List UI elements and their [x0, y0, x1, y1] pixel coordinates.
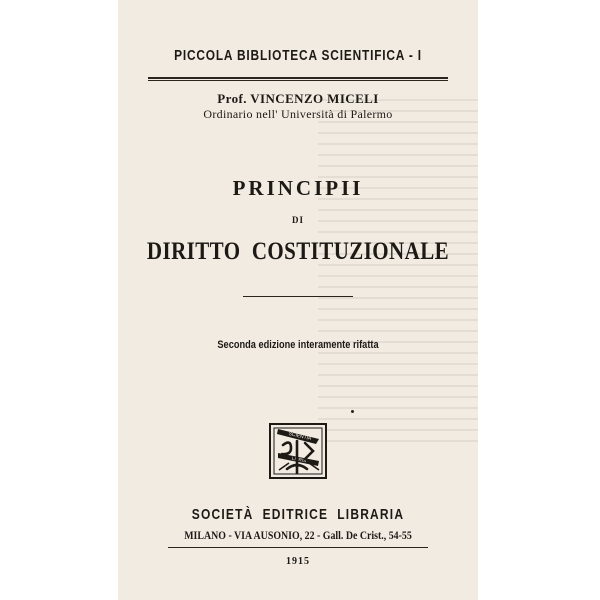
series-rule-thick: [148, 77, 448, 79]
title-page: [118, 0, 478, 600]
title-divider: [243, 296, 353, 297]
stray-dot: [351, 410, 354, 413]
emblem-motto-bottom: LIBRIS: [291, 455, 307, 464]
imprint-rule: [168, 547, 428, 548]
bleed-through-text: [318, 90, 478, 450]
edition-note: Seconda edizione interamente rifatta: [217, 339, 379, 351]
author-name: Prof. VINCENZO MICELI: [217, 91, 379, 106]
publisher-emblem-icon: [269, 423, 327, 479]
emblem-motto-top: SCIENTIA: [287, 430, 312, 443]
series-title: PICCOLA BIBLIOTECA SCIENTIFICA - I: [174, 48, 422, 64]
series-rule-thin: [148, 80, 448, 81]
publisher-address: MILANO - VIA AUSONIO, 22 - Gall. De Crist., 54-55: [184, 530, 412, 542]
book-title-line1: PRINCIPII: [232, 176, 364, 200]
book-title-connector: DI: [291, 215, 304, 225]
book-title-line2: DIRITTO COSTITUZIONALE: [146, 238, 450, 265]
author-affiliation: Ordinario nell' Università di Palermo: [203, 107, 393, 121]
publication-year: 1915: [286, 556, 310, 567]
publisher-name: SOCIETÀ EDITRICE LIBRARIA: [191, 506, 405, 523]
